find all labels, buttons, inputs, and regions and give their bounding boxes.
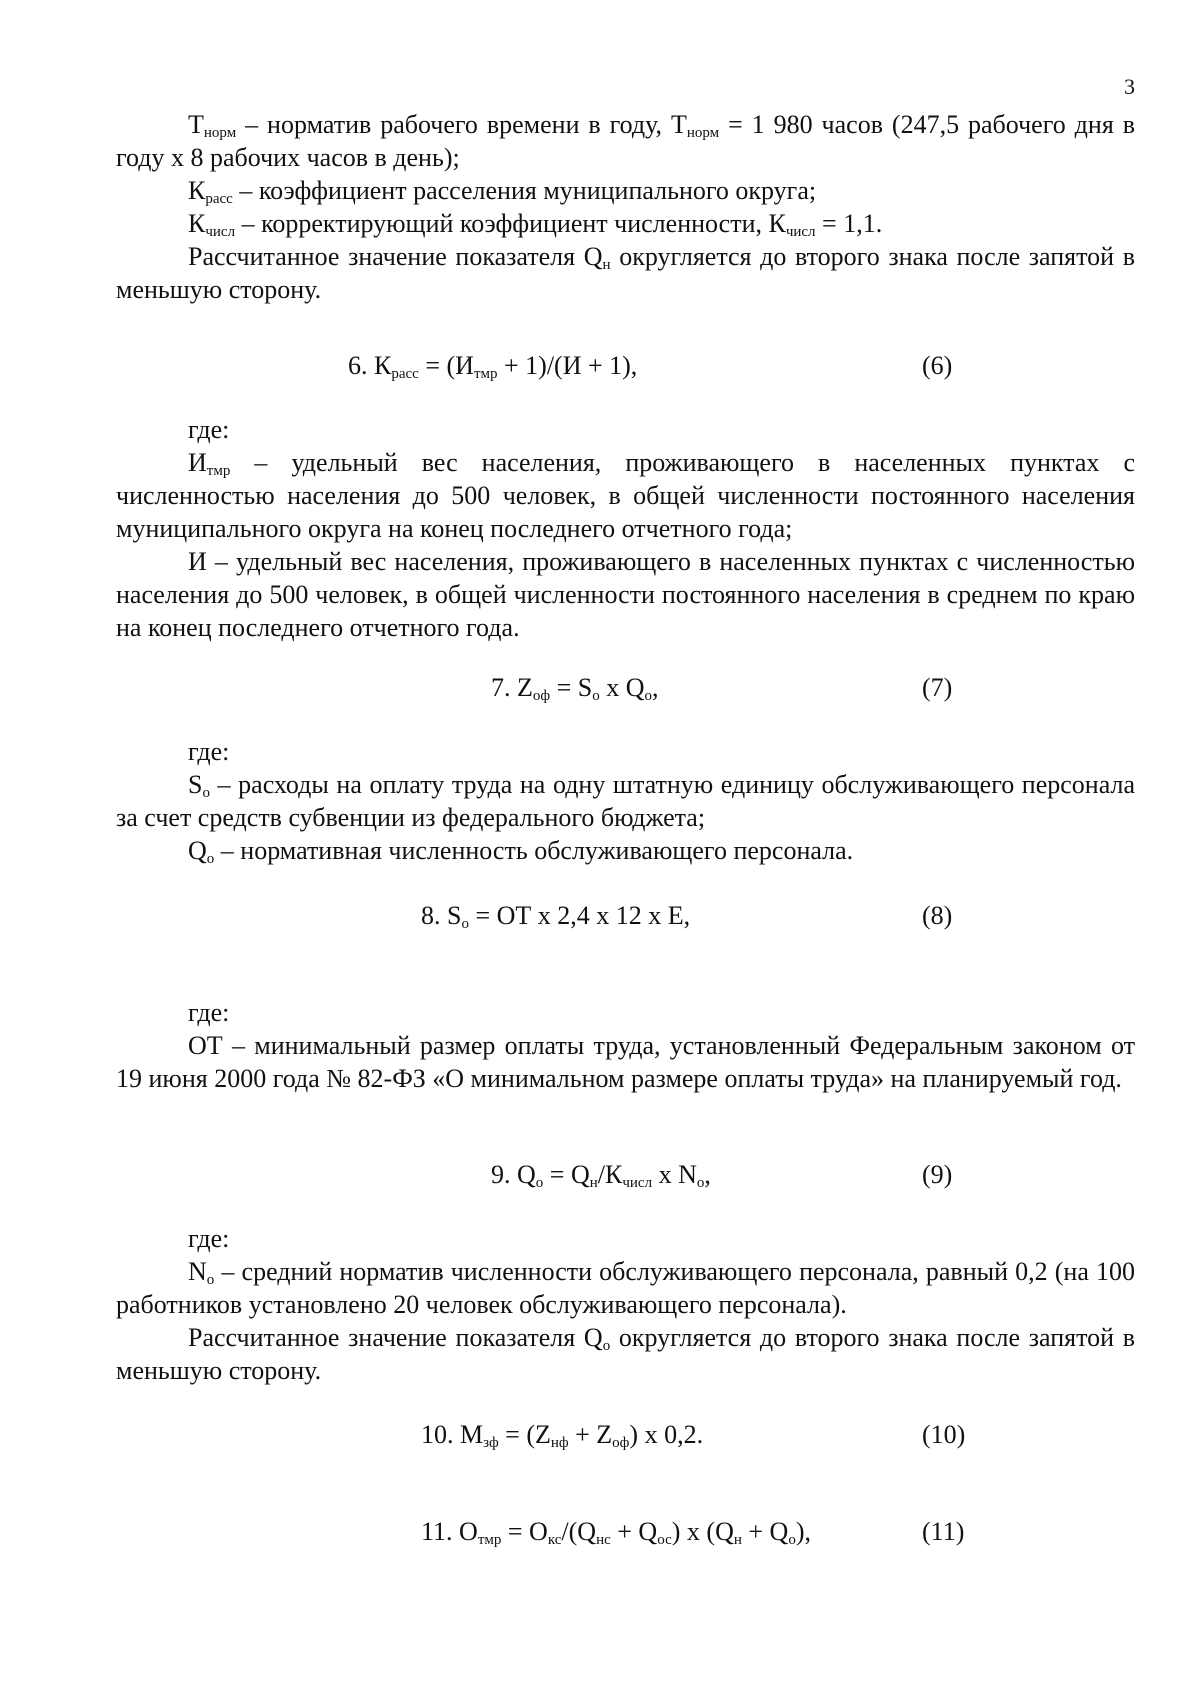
formula-7	[0, 671, 1200, 704]
paragraph-i-tmr: $И_{тмр}$ – удельный вес населения, проживающего в населенных пунктах с численностью населения до 500 человек, в общей численности постоянного населения муниципального округа на конец последнего отчетного года;	[116, 448, 1135, 543]
definitions-block-9	[116, 1222, 1135, 1387]
formula-11	[0, 1515, 1200, 1548]
where-label: где:	[188, 1224, 230, 1253]
formula-11-expression: 11. $О_{тмр} = О_{кс}/(Q_{нс} + Q_{ос})$ х $(Q_н + Q_о)$,	[421, 1517, 811, 1548]
paragraph-s-o: $S_о$ – расходы на оплату труда на одну штатную единицу обслуживающего персонала за счет средств субвенции из федерального бюджета;	[116, 770, 1135, 832]
formula-9	[0, 1158, 1200, 1191]
paragraph-k-chisl: $К_{числ}$ – корректирующий коэффициент численности, $К_{числ} = 1,1$.	[188, 209, 883, 240]
definitions-block-7	[116, 735, 1135, 867]
paragraph-t-norm: $Т_{норм}$ – норматив рабочего времени в году, $Т_{норм} = 1$ 980 часов (247,5 рабочего дня в году х 8 рабочих часов в день);	[116, 110, 1135, 172]
definitions-block-6	[116, 413, 1135, 644]
formula-9-number: (9)	[922, 1160, 953, 1189]
formula-9-expression: 9. $Q_о = Q_н/К_{числ}$ х $N_о$,	[491, 1160, 711, 1191]
formula-8-number: (8)	[922, 901, 953, 930]
formula-10-number: (10)	[922, 1420, 966, 1449]
paragraph-n-o: $N_о$ – средний норматив численности обслуживающего персонала, равный 0,2 (на 100 работников установлено 20 человек обслуживающего персонала).	[116, 1257, 1135, 1319]
formula-6	[0, 349, 1200, 382]
paragraph-rounding-qo: Рассчитанное значение показателя $Q_о$ округляется до второго знака после запятой в меньшую сторону.	[116, 1323, 1135, 1385]
paragraph-rounding-qn: Рассчитанное значение показателя $Q_н$ округляется до второго знака после запятой в меньшую сторону.	[116, 242, 1135, 304]
formula-11-number: (11)	[922, 1517, 965, 1546]
formula-8-expression: 8. $S_о$ = ОТ х 2,4 х 12 х Е,	[421, 901, 691, 932]
formula-7-number: (7)	[922, 673, 953, 702]
formula-8	[0, 899, 1200, 932]
where-label: где:	[188, 415, 230, 444]
page-number: 3	[1124, 74, 1135, 99]
definitions-block-8	[116, 996, 1135, 1095]
formula-6-expression: 6. $К_{расс} = (И_{тмр} + 1)/(И + 1)$,	[348, 351, 638, 382]
formula-10-expression: 10. $М_{зф} = (Z_{нф} + Z_{оф})$ х 0,2.	[421, 1420, 704, 1451]
paragraph-i: И – удельный вес населения, проживающего в населенных пунктах с численностью населения до 500 человек, в общей численности постоянного населения в среднем по краю на конец последнего отчетного года.	[116, 547, 1135, 642]
definitions-block-1	[116, 108, 1135, 306]
where-label: где:	[188, 737, 230, 766]
formula-10	[0, 1418, 1200, 1451]
where-label: где:	[188, 998, 230, 1027]
paragraph-q-o: $Q_о$ – нормативная численность обслуживающего персонала.	[188, 836, 854, 867]
paragraph-k-rass: $К_{расс}$ – коэффициент расселения муниципального округа;	[188, 176, 817, 207]
formula-7-expression: 7. $Z_{оф} = S_о$ х $Q_о$,	[491, 673, 659, 704]
formula-6-number: (6)	[922, 351, 953, 380]
paragraph-ot: ОТ – минимальный размер оплаты труда, установленный Федеральным законом от 19 июня 2000 года № 82-ФЗ «О минимальном размере оплаты труда» на планируемый год.	[116, 1031, 1135, 1093]
